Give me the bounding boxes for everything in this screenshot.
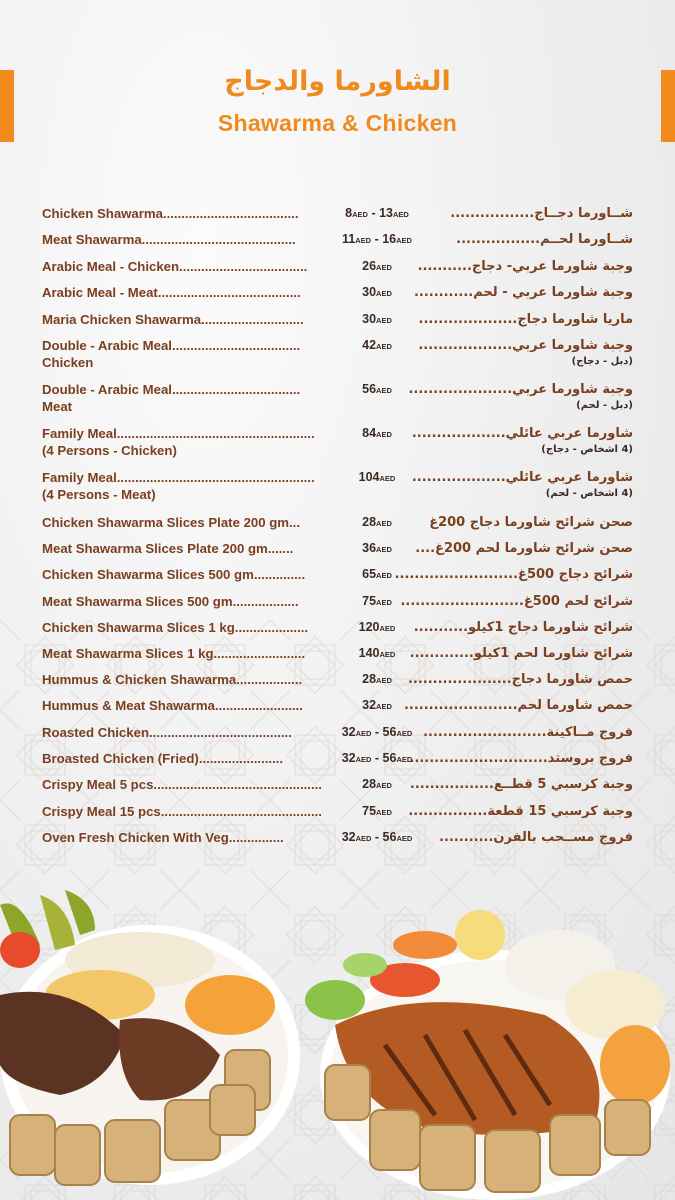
menu-item-name-en [42, 724, 330, 741]
menu-item-name-en [42, 593, 330, 610]
menu-item-title-en: Broasted Chicken (Fried)....................... [42, 751, 284, 766]
currency-label: AED [355, 236, 372, 245]
menu-item-title-en: Meat Shawarma Slices 1 kg......................... [42, 646, 306, 661]
menu-item-name-en [42, 514, 330, 531]
menu-item-title-en: Chicken Shawarma Slices Plate 200 gm... [42, 515, 301, 530]
price-from: 32 [341, 725, 356, 739]
currency-label: AED [355, 755, 372, 764]
menu-item-name-en [42, 645, 330, 662]
menu-item-title-ar: فروج مســحب بالفرن........... [439, 830, 633, 845]
menu-item-title-en: Roasted Chicken....................................... [42, 725, 292, 740]
currency-label: AED [396, 834, 413, 843]
menu-item-name-ar [383, 829, 633, 846]
menu-item-name-en [42, 469, 330, 503]
menu-item-title-ar: شرائح شاورما لحم 1كيلو............. [409, 646, 633, 661]
menu-item-name-en [42, 205, 330, 222]
menu-item-title-ar: شــاورما لحــم................. [456, 232, 633, 247]
menu-item-subtitle-en: (4 Persons - Meat) [42, 487, 156, 502]
menu-item-title-ar: حمص شاورما دجاج..................... [407, 672, 633, 687]
menu-item-title-en: Crispy Meal 15 pcs............................................ [42, 804, 322, 819]
currency-label: AED [376, 386, 392, 395]
menu-item-name-ar [383, 619, 633, 636]
currency-label: AED [376, 702, 392, 711]
menu-item-name-en [42, 337, 330, 371]
menu-item-title-ar: شــاورما دجــاج................. [450, 206, 633, 221]
menu-item-title-ar: صحن شرائح شاورما لحم 200غ.... [415, 541, 633, 556]
price-range-separator: - [367, 206, 380, 220]
menu-item-name-ar [383, 593, 633, 610]
menu-item-title-en: Hummus & Meat Shawarma........................ [42, 698, 303, 713]
menu-item-title-en: Meat Shawarma Slices Plate 200 gm....... [42, 541, 294, 556]
price-to: 30 [362, 312, 377, 326]
menu-item-subtitle-ar: (دبل - دجاج) [571, 356, 633, 367]
currency-label: AED [396, 236, 412, 245]
price-to: 56 [382, 751, 397, 765]
menu-item-title-ar: وجبة شاورما عربي- دجاج........... [417, 259, 633, 274]
currency-label: AED [376, 519, 392, 528]
menu-item-name-ar [383, 337, 633, 369]
menu-item-name-en [42, 381, 330, 415]
currency-label: AED [379, 624, 396, 633]
menu-item-name-ar [383, 724, 633, 741]
menu-item-name-ar [383, 776, 633, 793]
currency-label: AED [396, 729, 413, 738]
price-to: 28 [362, 672, 377, 686]
price-range-separator: - [371, 232, 383, 246]
menu-item-title-en: Family Meal...................................................... [42, 426, 315, 441]
menu-item-title-en: Arabic Meal - Meat....................................... [42, 285, 301, 300]
menu-item-name-ar [383, 540, 633, 557]
menu-item-name-en [42, 750, 330, 767]
menu-item-name-ar [383, 697, 633, 714]
menu-item-subtitle-en: (4 Persons - Chicken) [42, 443, 177, 458]
price-to: 26 [362, 259, 377, 273]
price-from: 32 [341, 751, 356, 765]
menu-item-title-ar: وجبة كرسبي 5 قطــع................. [409, 777, 633, 792]
menu-item-name-en [42, 540, 330, 557]
price-to: 75 [362, 594, 377, 608]
menu-item-title-ar: حمص شاورما لحم....................... [403, 698, 633, 713]
menu-item-name-ar [383, 311, 633, 328]
menu-item-title-ar: ماريا شاورما دجاج.................... [418, 312, 633, 327]
menu-item-name-en [42, 566, 330, 583]
menu-item-title-en: Meat Shawarma.......................................... [42, 232, 296, 247]
price-to: 65 [362, 567, 377, 581]
price-to: 36 [362, 541, 377, 555]
menu-item-title-en: Chicken Shawarma Slices 500 gm.............. [42, 567, 306, 582]
menu-item-name-en [42, 697, 330, 714]
menu-item-title-ar: شاورما عربي عائلي................... [411, 470, 633, 485]
currency-label: AED [379, 650, 396, 659]
price-from: 11 [342, 232, 356, 246]
menu-item-title-ar: شرائح لحم 500غ......................... [400, 594, 633, 609]
menu-item-name-ar [383, 671, 633, 688]
price-to: 16 [382, 232, 397, 246]
menu-item-title-en: Double - Arabic Meal................................... [42, 338, 301, 353]
menu-item-name-ar [383, 425, 633, 457]
price-from: 32 [341, 830, 356, 844]
currency-label: AED [355, 729, 372, 738]
currency-label: AED [352, 210, 368, 219]
menu-item-title-ar: شرائح شاورما دجاج 1كيلو........... [413, 620, 633, 635]
menu-item-title-ar: شرائح دجاج 500غ......................... [394, 567, 633, 582]
price-to: 13 [379, 206, 393, 220]
menu-item-title-ar: فروج مــاكينة......................... [423, 725, 633, 740]
menu-item-name-ar [383, 231, 633, 248]
menu-item-title-ar: وجبة شاورما عربي - لحم............ [413, 285, 633, 300]
currency-label: AED [376, 676, 392, 685]
price-range-separator: - [371, 725, 383, 739]
currency-label: AED [376, 316, 392, 325]
menu-item-title-en: Maria Chicken Shawarma............................ [42, 312, 304, 327]
menu-item-subtitle-ar: (4 اشخاص - لحم) [545, 488, 633, 499]
menu-item-name-ar [383, 750, 633, 767]
roasted-chicken-platter-photo [295, 905, 675, 1200]
menu-item-title-en: Oven Fresh Chicken With Veg............... [42, 830, 284, 845]
price-to: 32 [362, 698, 377, 712]
menu-item-name-ar [383, 258, 633, 275]
menu-item-name-en [42, 803, 330, 820]
currency-label: AED [376, 571, 392, 580]
currency-label: AED [379, 474, 396, 483]
currency-label: AED [376, 808, 392, 817]
price-to: 84 [362, 426, 377, 440]
menu-item-title-ar: شاورما عربي عائلي................... [411, 426, 633, 441]
page-title-arabic: الشاورما والدجاج [224, 66, 451, 97]
menu-item-name-en [42, 284, 330, 301]
menu-item-subtitle-ar: (4 اشخاص - دجاج) [541, 444, 633, 455]
menu-item-title-ar: صحن شرائح شاورما دجاج 200غ [429, 515, 633, 530]
price-to: 56 [382, 830, 397, 844]
currency-label: AED [376, 598, 392, 607]
menu-item-title-ar: وجبة كرسبي 15 قطعة................ [408, 804, 633, 819]
page-title-english: Shawarma & Chicken [217, 110, 458, 136]
price-to: 56 [382, 725, 397, 739]
menu-item-subtitle-en: Meat [42, 399, 73, 414]
menu-item-name-ar [383, 803, 633, 820]
menu-item-title-en: Meat Shawarma Slices 500 gm.................. [42, 594, 299, 609]
menu-item-name-ar [383, 284, 633, 301]
menu-item-name-en [42, 776, 330, 793]
currency-label: AED [376, 545, 392, 554]
menu-item-name-en [42, 671, 330, 688]
menu-item-title-en: Double - Arabic Meal................................... [42, 382, 301, 397]
price-to: 104 [358, 470, 380, 484]
menu-item-title-ar: وجبة شاورما عربي................... [418, 338, 633, 353]
menu-item-title-ar: وجبة شاورما عربي..................... [408, 382, 633, 397]
currency-label: AED [376, 263, 392, 272]
menu-item-title-en: Arabic Meal - Chicken................................... [42, 259, 308, 274]
menu-item-name-en [42, 311, 330, 328]
price-to: 75 [362, 804, 377, 818]
currency-label: AED [376, 430, 392, 439]
menu-item-title-ar: فروج بروستد............................ [409, 751, 633, 766]
shawarma-plate-photo [0, 885, 300, 1200]
price-from: 8 [345, 206, 353, 220]
menu-item-subtitle-ar: (دبل - لحم) [576, 400, 633, 411]
menu-item-name-en [42, 829, 330, 846]
menu-item-title-en: Hummus & Chicken Shawarma.................. [42, 672, 303, 687]
menu-item-name-ar [383, 566, 633, 583]
menu-item-title-en: Family Meal...................................................... [42, 470, 315, 485]
currency-label: AED [396, 755, 413, 764]
price-to: 28 [362, 777, 377, 791]
price-to: 28 [362, 515, 377, 529]
menu-item-name-en [42, 619, 330, 636]
menu-item-title-en: Chicken Shawarma..................................... [42, 206, 299, 221]
price-range-separator: - [371, 751, 383, 765]
price-range-separator: - [371, 830, 383, 844]
menu-item-name-ar [383, 205, 633, 222]
price-to: 30 [362, 285, 377, 299]
currency-label: AED [376, 342, 392, 351]
menu-item-name-ar [383, 514, 633, 531]
menu-item-subtitle-en: Chicken [42, 355, 94, 370]
currency-label: AED [376, 781, 392, 790]
menu-item-title-en: Chicken Shawarma Slices 1 kg.................... [42, 620, 309, 635]
price-to: 42 [362, 338, 377, 352]
menu-item-name-ar [383, 645, 633, 662]
menu-item-name-ar [383, 381, 633, 413]
menu-item-name-en [42, 425, 330, 459]
menu-item-name-en [42, 258, 330, 275]
menu-item-title-en: Crispy Meal 5 pcs.............................................. [42, 777, 322, 792]
menu-item-name-ar [383, 469, 633, 501]
currency-label: AED [355, 834, 372, 843]
menu-item-name-en [42, 231, 330, 248]
price-to: 56 [362, 382, 377, 396]
currency-label: AED [376, 289, 392, 298]
price-to: 120 [358, 620, 380, 634]
currency-label: AED [392, 210, 409, 219]
price-to: 140 [358, 646, 380, 660]
